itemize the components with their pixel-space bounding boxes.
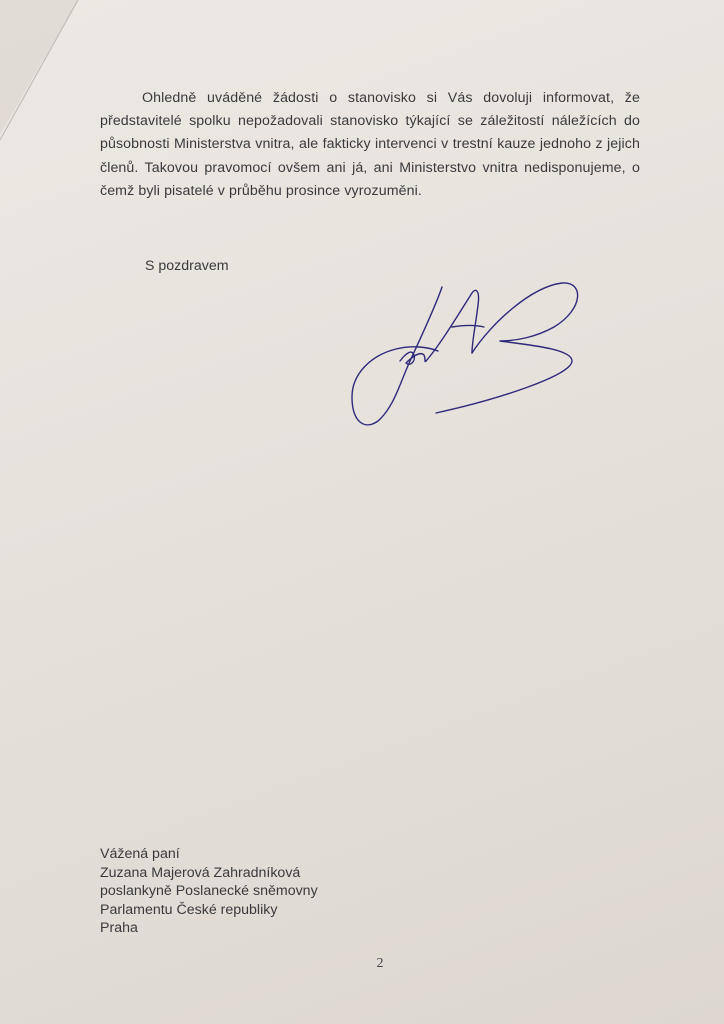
addressee-institution: Parlamentu České republiky [100,901,278,918]
addressee-salutation: Vážená paní [100,846,180,862]
addressee-name: Zuzana Majerová Zahradníková [100,864,301,881]
addressee-title: poslankyně Poslanecké sněmovny [100,883,318,899]
body-paragraph: Ohledně uváděné žádosti o stanovisko si Vás dovoluji informovat, že představitelé spolku nepožadovali stanovisko týkající se záležitostí náležících do působnosti Ministerstva vnitra, ale fakticky intervenci v trestní kauze jednoho z jejich členů. Takovou pravomocí ovšem ani já, ani Ministerstvo vnitra nedisponujeme, o čemž byli pisatelé v průběhu prosince vyrozuměni. [100,90,640,199]
addressee-city: Praha [100,920,138,936]
letter-body [100,87,640,203]
addressee-block [100,845,318,938]
closing-salutation: S pozdravem [145,258,229,274]
page-number: 2 [376,956,384,971]
signature-image [340,275,590,435]
page-fold-shadow [0,0,80,150]
